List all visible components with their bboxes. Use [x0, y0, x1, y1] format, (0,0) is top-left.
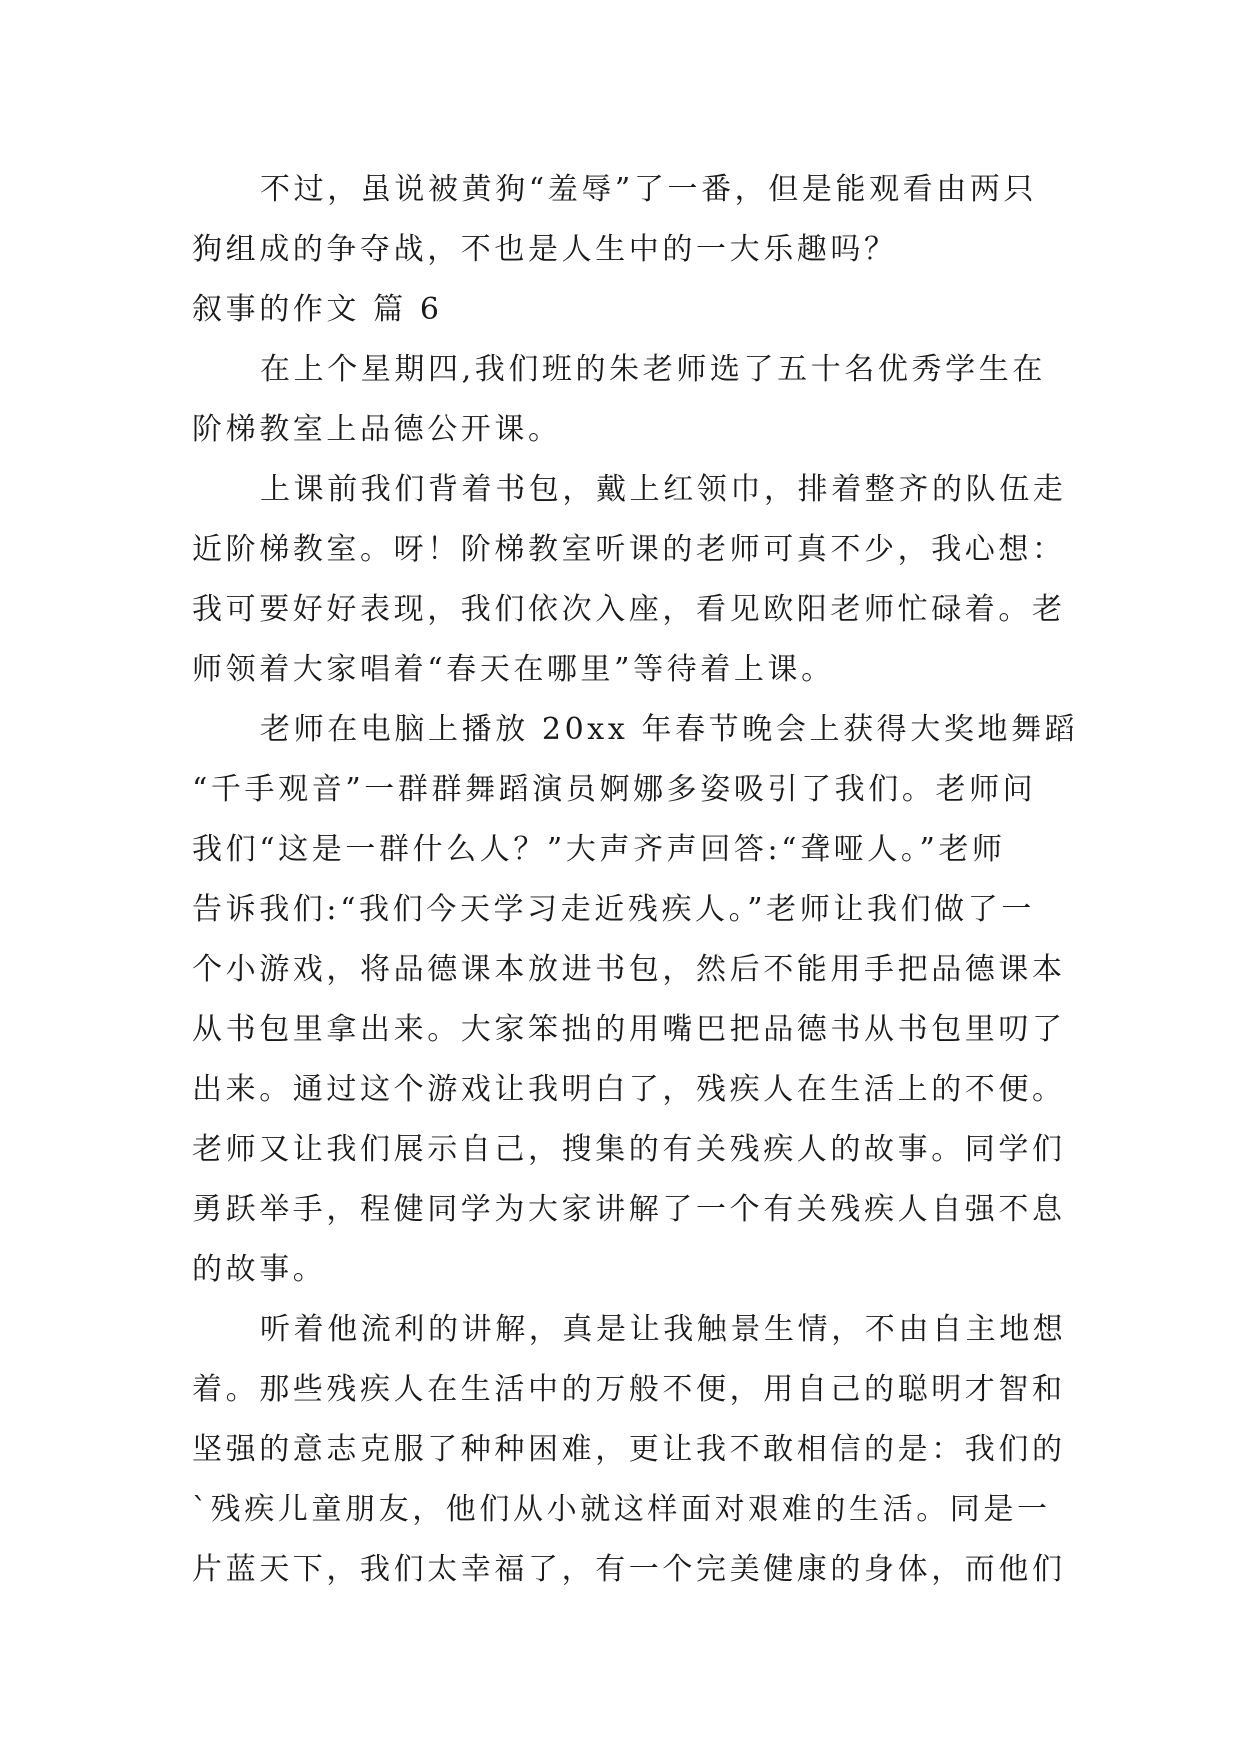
paragraph-line: 听着他流利的讲解，真是让我触景生情，不由自主地想 — [260, 1312, 1067, 1347]
paragraph-line: 的故事。 — [192, 1252, 327, 1287]
paragraph-line: “千手观音”一群群舞蹈演员婀娜多姿吸引了我们。老师问 — [192, 772, 1037, 807]
paragraph-line: 上课前我们背着书包，戴上红领巾，排着整齐的队伍走 — [260, 472, 1067, 507]
paragraph-line: 个小游戏，将品德课本放进书包，然后不能用手把品德课本 — [192, 952, 1066, 987]
paragraph-line: 出来。通过这个游戏让我明白了，残疾人在生活上的不便。 — [192, 1072, 1066, 1107]
paragraph-line: 从书包里拿出来。大家笨拙的用嘴巴把品德书从书包里叨了 — [192, 1012, 1066, 1047]
paragraph-line: 老师又让我们展示自己，搜集的有关残疾人的故事。同学们 — [192, 1132, 1066, 1167]
paragraph-line: 勇跃举手，程健同学为大家讲解了一个有关残疾人自强不息 — [192, 1192, 1066, 1227]
paragraph-line: 告诉我们:“我们今天学习走近残疾人。”老师让我们做了一 — [192, 892, 1035, 927]
paragraph-line: 狗组成的争夺战，不也是人生中的一大乐趣吗？ — [192, 232, 898, 267]
paragraph-line: 我可要好好表现，我们依次入座，看见欧阳老师忙碌着。老 — [192, 592, 1066, 627]
paragraph-line: 坚强的意志克服了种种困难，更让我不敢相信的是：我们的 — [192, 1432, 1066, 1467]
paragraph-line: 不过，虽说被黄狗“羞辱”了一番，但是能观看由两只 — [260, 172, 1038, 207]
paragraph-line: 师领着大家唱着“春天在哪里”等待着上课。 — [192, 652, 835, 687]
paragraph-line: 着。那些残疾人在生活中的万般不便，用自己的聪明才智和 — [192, 1372, 1066, 1407]
paragraph-line: 阶梯教室上品德公开课。 — [192, 412, 562, 447]
paragraph-line: 片蓝天下，我们太幸福了，有一个完美健康的身体，而他们 — [192, 1552, 1066, 1587]
paragraph-line: 老师在电脑上播放 20xx 年春节晚会上获得大奖地舞蹈 — [260, 712, 1079, 747]
section-heading: 叙事的作文 篇 6 — [192, 292, 443, 327]
paragraph-line: 在上个星期四,我们班的朱老师选了五十名优秀学生在 — [260, 352, 1046, 387]
paragraph-line: 我们“这是一群什么人？”大声齐声回答:“聋哑人。”老师 — [192, 832, 1006, 867]
paragraph-line: 近阶梯教室。呀！阶梯教室听课的老师可真不少，我心想： — [192, 532, 1066, 567]
paragraph-line: `残疾儿童朋友，他们从小就这样面对艰难的生活。同是一 — [192, 1492, 1051, 1527]
document-body — [192, 160, 1079, 1600]
